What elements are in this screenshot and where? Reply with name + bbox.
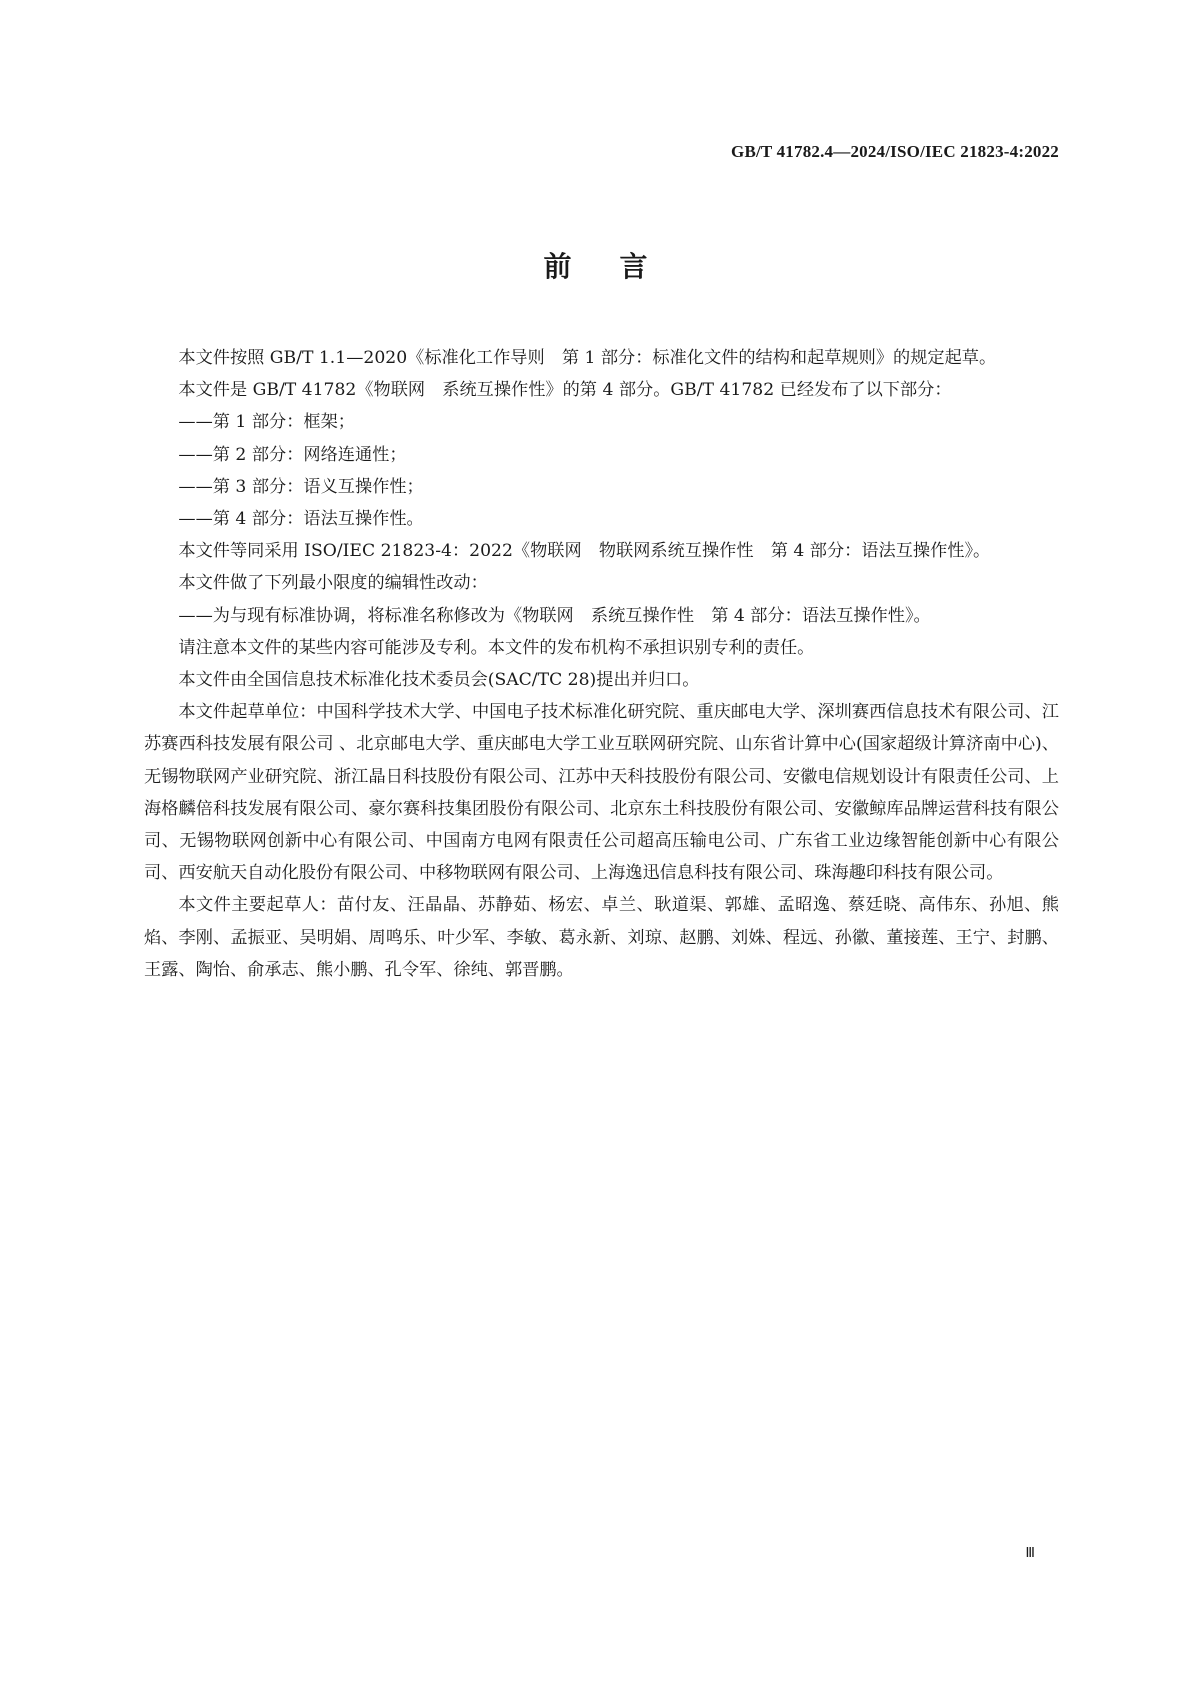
page-title: 前言 — [543, 250, 696, 283]
paragraph-editorial-changes: 本文件做了下列最小限度的编辑性改动： — [178, 573, 488, 594]
paragraph-drafting-rules: 本文件按照 GB/T 1.1—2020《标准化工作导则 第 1 部分：标准化文件的结构和起草规则》的规定起草。 — [178, 348, 997, 368]
standard-code: GB/T 41782.4—2024/ISO/IEC 21823-4:2022 — [731, 142, 1059, 161]
list-item-part-3: ——第 3 部分：语义互操作性； — [178, 476, 424, 497]
page-number: Ⅲ — [1025, 1546, 1035, 1561]
list-item-part-4: ——第 4 部分：语法互操作性。 — [178, 509, 424, 530]
paragraph-drafters: 本文件主要起草人：苗付友、汪晶晶、苏静茹、杨宏、卓兰、耿道渠、郭雄、孟昭逸、蔡廷晓、高伟东、孙旭、熊焰、李刚、孟振亚、吴明娟、周鸣乐、叶少军、李敏、葛永新、刘琼、赵鹏、刘姝、程远、孙徽、董接莲、王宁、封鹏、王露、陶怡、俞承志、熊小鹏、孔令军、徐纯、郭晋鹏。 — [144, 895, 1059, 980]
paragraph-part-of-series: 本文件是 GB/T 41782《物联网 系统互操作性》的第 4 部分。GB/T 41782 已经发布了以下部分： — [178, 380, 952, 401]
paragraph-patent-notice: 请注意本文件的某些内容可能涉及专利。本文件的发布机构不承担识别专利的责任。 — [178, 637, 815, 658]
document-body — [144, 342, 1059, 986]
list-item-part-1: ——第 1 部分：框架； — [178, 412, 355, 433]
paragraph-proposer: 本文件由全国信息技术标准化技术委员会(SAC/TC 28)提出并归口。 — [178, 670, 700, 691]
paragraph-drafting-organizations: 本文件起草单位：中国科学技术大学、中国电子技术标准化研究院、重庆邮电大学、深圳赛西信息技术有限公司、江苏赛西科技发展有限公司 、北京邮电大学、重庆邮电大学工业互联网研究院、山东省计算中心(国家超级计算济南中心)、无锡物联网产业研究院、浙江晶日科技股份有限公司、江苏中天科技股份有限公司、安徽电信规划设计有限责任公司、上海格麟倍科技发展有限公司、豪尔赛科技集团股份有限公司、北京东土科技股份有限公司、安徽鲸库品牌运营科技有限公司、无锡物联网创新中心有限公司、中国南方电网有限责任公司超高压输电公司、广东省工业边缘智能创新中心有限公司、西安航天自动化股份有限公司、中移物联网有限公司、上海逸迅信息科技有限公司、珠海趣印科技有限公司。 — [144, 702, 1059, 884]
list-item-part-2: ——第 2 部分：网络连通性； — [178, 444, 407, 465]
paragraph-identical-adoption: 本文件等同采用 ISO/IEC 21823-4：2022《物联网 物联网系统互操作性 第 4 部分：语法互操作性》。 — [178, 541, 991, 562]
list-item-editorial-change: ——为与现有标准协调，将标准名称修改为《物联网 系统互操作性 第 4 部分：语法互操作性》。 — [178, 605, 931, 626]
